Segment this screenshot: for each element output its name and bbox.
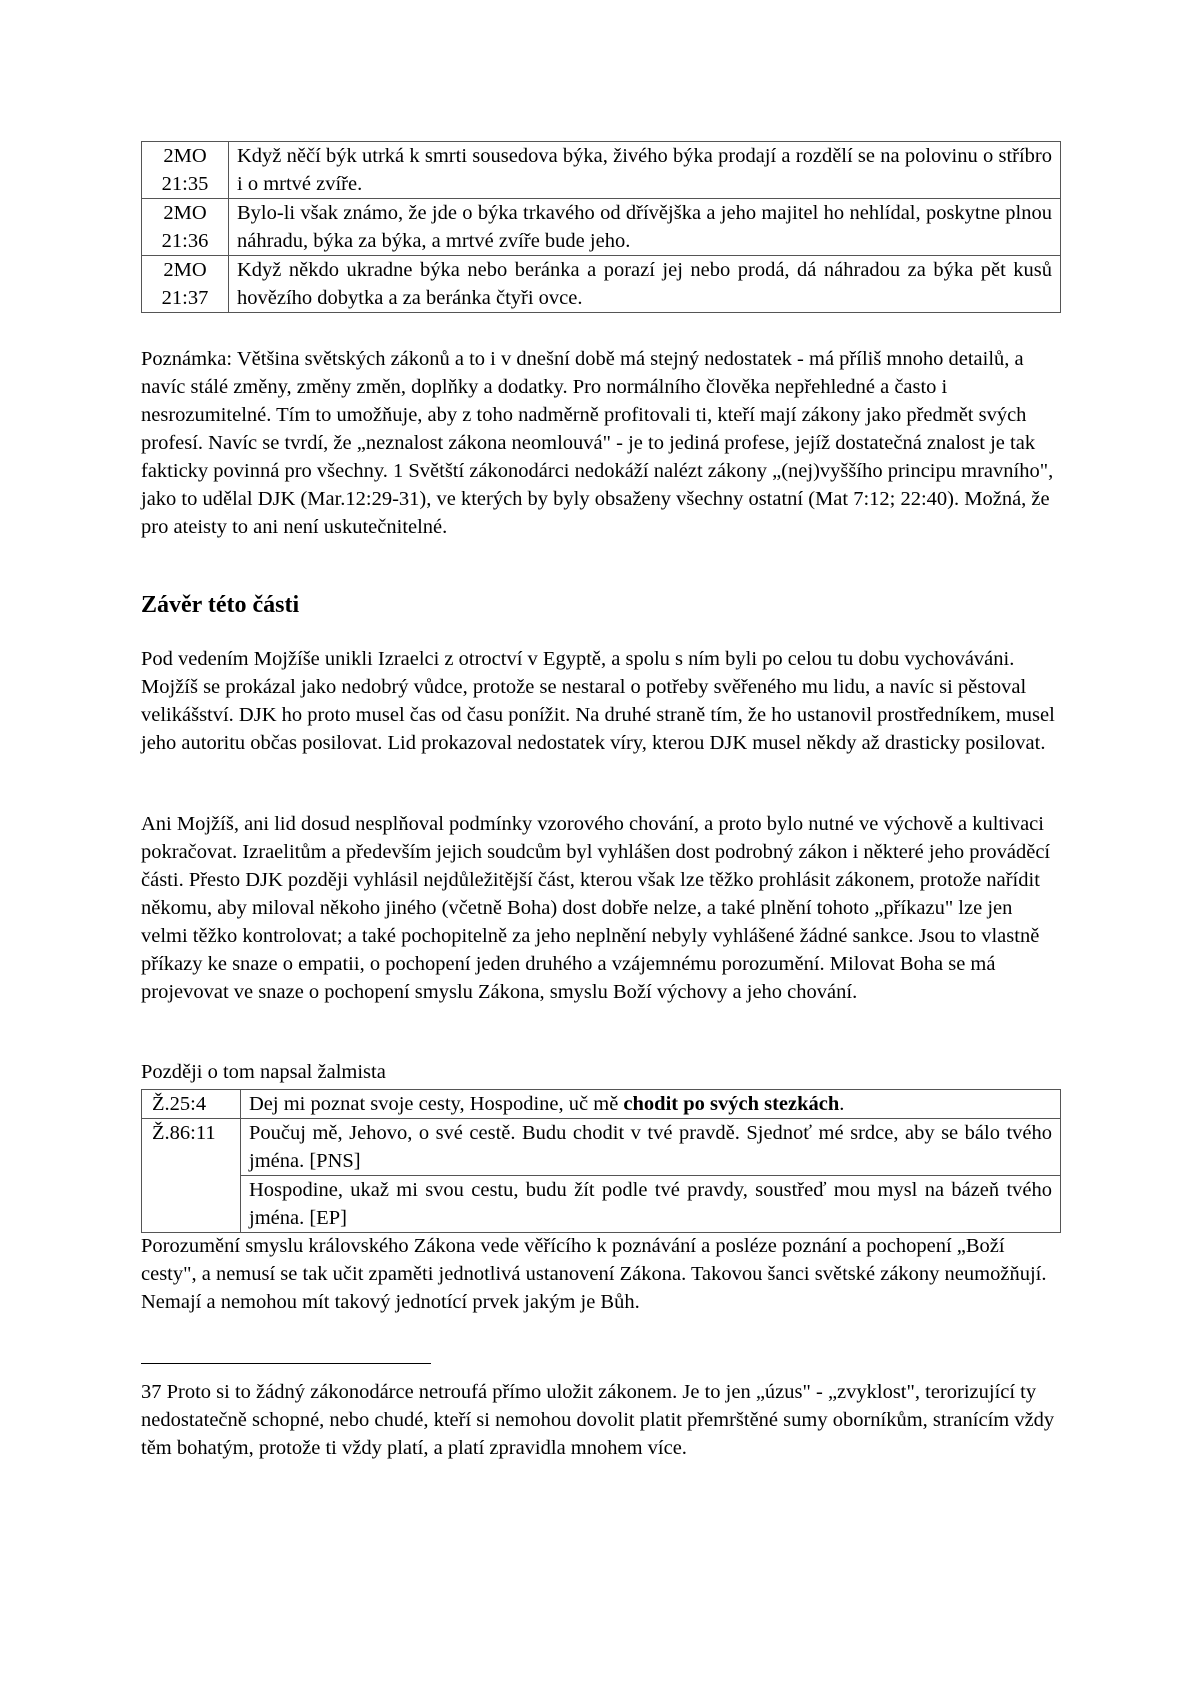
footnote-separator <box>141 1363 431 1364</box>
verse-reference <box>142 256 229 313</box>
verse-reference <box>142 142 229 199</box>
verse-text-end: . <box>839 1093 845 1115</box>
psalmist-intro: Později o tom napsal žalmista <box>141 1061 386 1083</box>
section-heading: Závěr této části <box>141 592 300 618</box>
table-row <box>142 1119 1061 1176</box>
verse-text: Hospodine, ukaž mi svou cestu, budu žít podle tvé pravdy, soustřeď mou mysl na bázeň tvého jména. [EP] <box>241 1176 1061 1233</box>
body-paragraph-1: Pod vedením Mojžíše unikli Izraelci z otroctví v Egyptě, a spolu s ním byli po celou tu dobu vychováváni. Mojžíš se prokázal jako nedobrý vůdce, protože se nestaral o potřeby svěřeného mu lidu, a navíc si pěstoval velikášství. DJK ho proto musel čas od času ponížit. Na druhé straně tím, že ho ustanovil prostředníkem, musel jeho autoritu občas posilovat. Lid prokazoval nedostatek víry, kterou DJK musel někdy až drasticky posilovat. <box>141 648 1055 754</box>
table-row <box>142 1090 1061 1119</box>
body-paragraph-3: Porozumění smyslu královského Zákona vede věřícího k poznávání a posléze poznání a pochopení „Boží cesty", a nemusí se tak učit zpaměti jednotlivá ustanovení Zákona. Takovou šanci světské zákony neumožňují. Nemají a nemohou mít takový jednotící prvek jakým je Bůh. <box>141 1235 1047 1313</box>
table-row <box>142 199 1061 256</box>
verse-text-plain: Dej mi poznat svoje cesty, Hospodine, uč mě <box>249 1093 624 1115</box>
ref-verse: 21:35 <box>161 173 209 195</box>
ref-book: 2MO <box>163 202 207 224</box>
ref-verse: 21:36 <box>161 230 209 252</box>
psalms-verses-table <box>141 1089 1061 1233</box>
ref-book: 2MO <box>163 145 207 167</box>
verse-text <box>241 1090 1061 1119</box>
verse-text-bold: chodit po svých stezkách <box>623 1093 840 1115</box>
verse-text: Poučuj mě, Jehovo, o své cestě. Budu chodit v tvé pravdě. Sjednoť mé srdce, aby se bálo tvého jména. [PNS] <box>241 1119 1061 1176</box>
verse-text: Když něčí býk utrká k smrti sousedova býka, živého býka prodají a rozdělí se na polovinu o stříbro i o mrtvé zvíře. <box>229 142 1061 199</box>
note-paragraph: Poznámka: Většina světských zákonů a to i v dnešní době má stejný nedostatek - má příliš mnoho detailů, a navíc stálé změny, změny změn, doplňky a dodatky. Pro normálního člověka nepřehledné a často i nesrozumitelné. Tím to umožňuje, aby z toho nadměrně profitovali ti, kteří mají zákony jako předmět svých profesí. Navíc se tvrdí, že „neznalost zákona neomlouvá" - je to jediná profese, jejíž dostatečná znalost je tak fakticky povinná pro všechny. 1 Světští zákonodárci nedokáží nalézt zákony „(nej)vyššího principu mravního", jako to udělal DJK (Mar.12:29-31), ve kterých by byly obsaženy všechny ostatní (Mat 7:12; 22:40). Možná, že pro ateisty to ani není uskutečnitelné. <box>141 348 1054 538</box>
verse-text: Když někdo ukradne býka nebo beránka a porazí jej nebo prodá, dá náhradou za býka pět kusů hovězího dobytka a za beránka čtyři ovce. <box>229 256 1061 313</box>
body-paragraph-2: Ani Mojžíš, ani lid dosud nesplňoval podmínky vzorového chování, a proto bylo nutné ve výchově a kultivaci pokračovat. Izraelitům a především jejich soudcům byl vyhlášen dost podrobný zákon i některé jeho prováděcí části. Přesto DJK později vyhlásil nejdůležitější část, kterou však lze těžko prohlásit zákonem, protože nařídit někomu, aby miloval někoho jiného (včetně Boha) dost dobře nelze, a také plnění tohoto „příkazu" lze jen velmi těžko kontrolovat; a také pochopitelně za jeho neplnění nebyly vyhlášené žádné sankce. Jsou to vlastně příkazy ke snaze o empatii, o pochopení jeden druhého a vzájemnému porozumění. Milovat Boha se má projevovat ve snaze o pochopení smyslu Zákona, smyslu Boží výchovy a jeho chování. <box>141 813 1051 1003</box>
table-row <box>142 142 1061 199</box>
verse-text: Bylo-li však známo, že jde o býka trkavého od dřívějška a jeho majitel ho nehlídal, poskytne plnou náhradu, býka za býka, a mrtvé zvíře bude jeho. <box>229 199 1061 256</box>
table-row <box>142 1176 1061 1233</box>
exodus-verses-table <box>141 141 1061 313</box>
verse-reference: Ž.86:11 <box>142 1119 241 1233</box>
ref-verse: 21:37 <box>161 287 209 309</box>
footnote-37: 37 Proto si to žádný zákonodárce netroufá přímo uložit zákonem. Je to jen „úzus" - „zvyklost", terorizující ty nedostatečně schopné, nebo chudé, kteří si nemohou dovolit platit přemrštěné sumy oborníkům, stranícím vždy těm bohatým, protože ti vždy platí, a platí zpravidla mnohem více. <box>141 1381 1055 1459</box>
table-row <box>142 256 1061 313</box>
verse-reference: Ž.25:4 <box>142 1090 241 1119</box>
ref-book: 2MO <box>163 259 207 281</box>
verse-reference <box>142 199 229 256</box>
